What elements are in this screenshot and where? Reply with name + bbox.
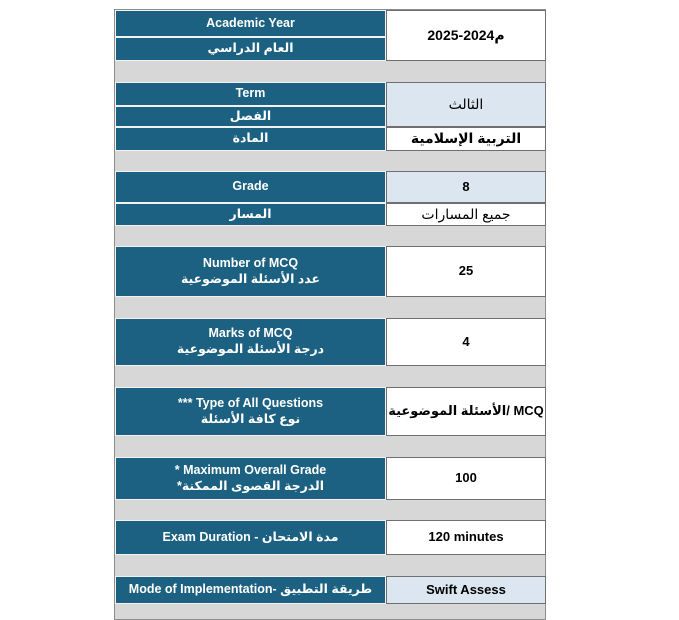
grade-label (115, 171, 386, 203)
term-label-ar (115, 106, 386, 127)
academic-year-label-ar (115, 37, 386, 61)
mode-value (386, 576, 546, 604)
mcq-count-value-text: 25 (458, 263, 474, 279)
mcq-count-value (386, 246, 546, 297)
grade-value-text: 8 (462, 178, 470, 194)
mcq-marks-label-en: Marks of MCQ (208, 326, 293, 341)
question-type-value-text: الأسئلة الموضوعية/ MCQ (388, 403, 544, 419)
max-grade-label (115, 457, 386, 500)
track-value (386, 203, 546, 226)
mcq-count-label-ar: عدد الأسئلة الموضوعية (180, 271, 321, 286)
duration-value-text: 120 minutes (428, 529, 504, 545)
mode-label (115, 576, 386, 604)
mode-value-text: Swift Assess (426, 581, 506, 597)
max-grade-value-text: 100 (455, 470, 477, 486)
term-label-ar-text: الفصل (229, 108, 272, 123)
max-grade-value (386, 457, 546, 500)
mcq-marks-label (115, 318, 386, 366)
academic-year-label-ar-text: العام الدراسي (207, 41, 294, 56)
subject-label-text: المادة (232, 131, 269, 146)
mcq-marks-value-text: 4 (462, 333, 470, 349)
mcq-count-label-en: Number of MCQ (202, 255, 299, 270)
grade-label-text: Grade (232, 179, 269, 194)
subject-value (386, 127, 546, 151)
track-label-text: المسار (229, 206, 272, 221)
mcq-count-label (115, 246, 386, 297)
duration-label-text: Exam Duration - مدة الامتحان (162, 529, 339, 544)
mcq-marks-label-ar: درجة الأسئلة الموضوعية (176, 342, 325, 356)
question-type-label-en: *** Type of All Questions (177, 395, 324, 410)
duration-label (115, 520, 386, 555)
term-label-en-text: Term (235, 86, 266, 101)
academic-year-label-en-text: Academic Year (206, 15, 295, 30)
question-type-label (115, 387, 386, 436)
duration-value (386, 520, 546, 555)
max-grade-label-en: * Maximum Overall Grade (174, 462, 327, 477)
academic-year-label-en (115, 10, 386, 37)
subject-label (115, 127, 386, 151)
term-label-en (115, 82, 386, 106)
track-label (115, 203, 386, 226)
academic-year-value (386, 10, 546, 61)
grade-value (386, 171, 546, 203)
mode-label-text: Mode of Implementation- طريقة التطبيق (128, 582, 373, 597)
academic-year-value-text: 2025-2024م (427, 26, 505, 43)
mcq-marks-value (386, 318, 546, 366)
term-value (386, 82, 546, 127)
track-value-text: جميع المسارات (421, 205, 511, 222)
exam-info-table (114, 9, 546, 620)
question-type-label-ar: نوع كافة الأسئلة (200, 411, 301, 426)
max-grade-label-ar: *الدرجة القصوى الممكنة (176, 478, 325, 493)
question-type-value (386, 387, 546, 436)
subject-value-text: التربية الإسلامية (410, 130, 522, 147)
term-value-text: الثالث (448, 95, 484, 112)
